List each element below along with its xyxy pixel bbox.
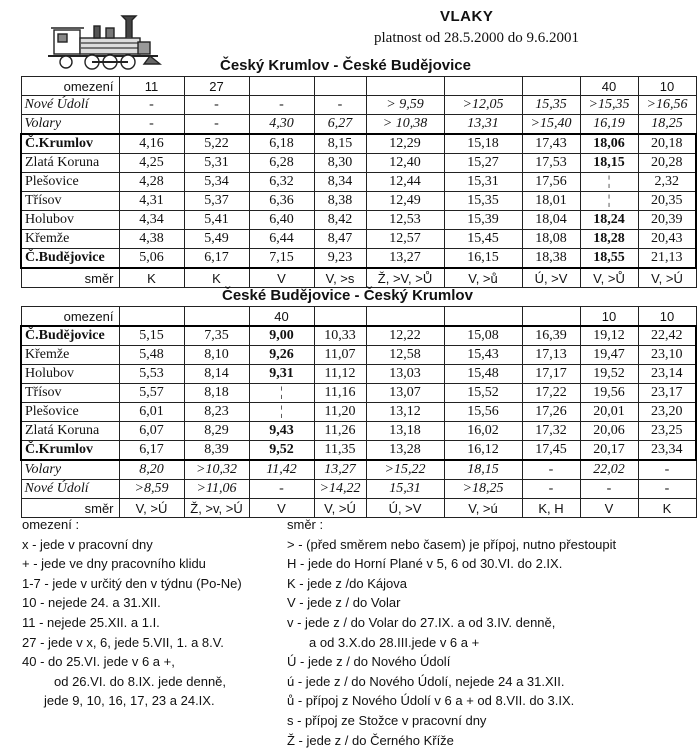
table-cell: V xyxy=(249,268,314,288)
table-cell: 5,53 xyxy=(119,365,184,384)
table-cell: 2,32 xyxy=(638,173,696,192)
table-cell: 12,29 xyxy=(366,134,444,154)
table-cell: V, >Ů xyxy=(580,268,638,288)
table-cell: K xyxy=(184,268,249,288)
table-cell: 8,29 xyxy=(184,422,249,441)
row-label: směr xyxy=(21,499,119,518)
table-cell xyxy=(366,77,444,96)
table-cell: 18,04 xyxy=(522,211,580,230)
table-cell xyxy=(366,307,444,327)
row-label: Č.Budějovice xyxy=(21,249,119,269)
table-cell: 23,10 xyxy=(638,346,696,365)
row-label: Nové Údolí xyxy=(21,480,119,499)
table-cell: 19,52 xyxy=(580,365,638,384)
table-cell: 13,27 xyxy=(366,249,444,269)
table-cell: 8,14 xyxy=(184,365,249,384)
table-cell: 20,39 xyxy=(638,211,696,230)
validity-period: platnost od 28.5.2000 do 9.6.2001 xyxy=(374,30,579,46)
table-cell: >10,32 xyxy=(184,460,249,480)
table-cell: V, >s xyxy=(314,268,366,288)
table-cell: 17,45 xyxy=(522,441,580,461)
row-label: Zlatá Koruna xyxy=(21,154,119,173)
table-cell: V, >Ú xyxy=(638,268,696,288)
page-title: VLAKY xyxy=(440,8,494,25)
table-cell: >18,25 xyxy=(444,480,522,499)
table-cell: 4,25 xyxy=(119,154,184,173)
legend-item: 1-7 - jede v určitý den v týdnu (Po-Ne) xyxy=(22,575,242,591)
table-cell: 8,39 xyxy=(184,441,249,461)
table-cell: 16,02 xyxy=(444,422,522,441)
table-cell: 11 xyxy=(119,77,184,96)
table-cell: 8,42 xyxy=(314,211,366,230)
table-cell: 17,26 xyxy=(522,403,580,422)
table-cell xyxy=(444,307,522,327)
table-cell: 15,08 xyxy=(444,326,522,346)
table-cell: 20,28 xyxy=(638,154,696,173)
table-cell: 17,43 xyxy=(522,134,580,154)
row-label: Volary xyxy=(21,460,119,480)
table-cell: 9,52 xyxy=(249,441,314,461)
table-cell: 5,57 xyxy=(119,384,184,403)
table-cell: ¦ xyxy=(580,192,638,211)
table-cell: 6,17 xyxy=(119,441,184,461)
table-cell: 12,40 xyxy=(366,154,444,173)
legend-item: 27 - jede v x, 6, jede 5.VII, 1. a 8.V. xyxy=(22,634,224,650)
table-cell: 8,38 xyxy=(314,192,366,211)
table-row xyxy=(21,154,696,173)
table-cell: Ú, >V xyxy=(522,268,580,288)
table-cell: > 9,59 xyxy=(366,96,444,115)
table-cell: 9,43 xyxy=(249,422,314,441)
table-cell: 11,20 xyxy=(314,403,366,422)
table-row xyxy=(21,173,696,192)
legend-item: omezení : xyxy=(22,517,80,532)
table-cell: 6,28 xyxy=(249,154,314,173)
table-row xyxy=(21,422,696,441)
table-cell: 20,06 xyxy=(580,422,638,441)
table-cell: 12,22 xyxy=(366,326,444,346)
table-cell: >14,22 xyxy=(314,480,366,499)
table-cell: 12,57 xyxy=(366,230,444,249)
legend-item: v - jede z / do Volar do 27.IX. a od 3.IV. denně, xyxy=(287,614,556,630)
legend-omezeni xyxy=(22,515,242,711)
row-label: Plešovice xyxy=(21,173,119,192)
table-cell: ¦ xyxy=(249,384,314,403)
table-cell: >15,35 xyxy=(580,96,638,115)
table-cell: 6,36 xyxy=(249,192,314,211)
table-row xyxy=(21,441,696,461)
table-cell: 19,47 xyxy=(580,346,638,365)
table-cell: 11,07 xyxy=(314,346,366,365)
table-cell: - xyxy=(184,115,249,135)
legend-item: K - jede z /do Kájova xyxy=(287,575,407,591)
table-cell xyxy=(249,77,314,96)
table-cell: - xyxy=(522,480,580,499)
row-label: Třísov xyxy=(21,192,119,211)
table-cell: 18,01 xyxy=(522,192,580,211)
legend-item: a od 3.X.do 28.III.jede v 6 a + xyxy=(309,634,480,650)
timetable-krumlov-budejovice xyxy=(20,76,697,288)
table-cell: 16,12 xyxy=(444,441,522,461)
table-cell: 8,30 xyxy=(314,154,366,173)
table-cell: - xyxy=(638,480,696,499)
row-label: Plešovice xyxy=(21,403,119,422)
table-cell: Ž, >V, >Ů xyxy=(366,268,444,288)
table-cell: 15,45 xyxy=(444,230,522,249)
row-label: Křemže xyxy=(21,346,119,365)
row-label: Holubov xyxy=(21,211,119,230)
table-cell: 12,44 xyxy=(366,173,444,192)
table-cell: 15,18 xyxy=(444,134,522,154)
table-cell: - xyxy=(249,96,314,115)
table-cell: 13,28 xyxy=(366,441,444,461)
table-cell: 6,18 xyxy=(249,134,314,154)
table-cell: 20,17 xyxy=(580,441,638,461)
table-cell: - xyxy=(580,480,638,499)
table-cell: 18,25 xyxy=(638,115,696,135)
table-row xyxy=(21,192,696,211)
table-cell: 5,37 xyxy=(184,192,249,211)
table-cell: 13,12 xyxy=(366,403,444,422)
table-1-title: Český Krumlov - České Budějovice xyxy=(220,57,471,74)
table-cell: 20,35 xyxy=(638,192,696,211)
table-cell: V, >ů xyxy=(444,268,522,288)
table-cell: >11,06 xyxy=(184,480,249,499)
table-cell: 11,12 xyxy=(314,365,366,384)
table-cell: 13,18 xyxy=(366,422,444,441)
table-cell: 19,12 xyxy=(580,326,638,346)
table-cell: 5,15 xyxy=(119,326,184,346)
row-label: Č.Krumlov xyxy=(21,441,119,461)
table-cell: 23,25 xyxy=(638,422,696,441)
table-cell: 5,22 xyxy=(184,134,249,154)
table-cell: 4,16 xyxy=(119,134,184,154)
table-cell: 11,35 xyxy=(314,441,366,461)
row-label: Třísov xyxy=(21,384,119,403)
table-cell: 23,34 xyxy=(638,441,696,461)
table-cell: >8,59 xyxy=(119,480,184,499)
table-cell: 17,53 xyxy=(522,154,580,173)
table-cell: 13,07 xyxy=(366,384,444,403)
table-cell: 17,13 xyxy=(522,346,580,365)
table-cell: >16,56 xyxy=(638,96,696,115)
legend-item: + - jede ve dny pracovního klidu xyxy=(22,556,206,572)
table-cell xyxy=(522,77,580,96)
table-cell: 5,49 xyxy=(184,230,249,249)
table-cell: - xyxy=(119,115,184,135)
table-cell: K, H xyxy=(522,499,580,518)
table-cell: 4,30 xyxy=(249,115,314,135)
row-label: Nové Údolí xyxy=(21,96,119,115)
legend-item: jede 9, 10, 16, 17, 23 a 24.IX. xyxy=(44,693,215,709)
legend-item: od 26.VI. do 8.IX. jede denně, xyxy=(54,673,227,689)
table-cell: 16,19 xyxy=(580,115,638,135)
table-cell: 8,15 xyxy=(314,134,366,154)
table-cell: ¦ xyxy=(580,173,638,192)
steam-locomotive-icon xyxy=(48,12,176,74)
table-cell: 22,42 xyxy=(638,326,696,346)
table-cell: 13,31 xyxy=(444,115,522,135)
table-row xyxy=(21,346,696,365)
table-cell: 18,08 xyxy=(522,230,580,249)
table-cell: 20,18 xyxy=(638,134,696,154)
table-cell: 21,13 xyxy=(638,249,696,269)
legend-item: x - jede v pracovní dny xyxy=(22,536,153,552)
table-cell xyxy=(314,77,366,96)
table-row xyxy=(21,307,696,327)
table-row xyxy=(21,365,696,384)
table-cell: 9,26 xyxy=(249,346,314,365)
table-cell: 15,35 xyxy=(444,192,522,211)
table-cell: 12,58 xyxy=(366,346,444,365)
table-row xyxy=(21,403,696,422)
table-cell: 40 xyxy=(249,307,314,327)
table-cell: 15,39 xyxy=(444,211,522,230)
table-cell: 15,31 xyxy=(366,480,444,499)
table-cell: V xyxy=(249,499,314,518)
row-label: Holubov xyxy=(21,365,119,384)
table-cell: K xyxy=(638,499,696,518)
legend-item: směr : xyxy=(287,517,324,532)
table-cell: - xyxy=(522,460,580,480)
table-row xyxy=(21,384,696,403)
table-cell: 16,39 xyxy=(522,326,580,346)
table-cell: K xyxy=(119,268,184,288)
legend-item: 11 - nejede 25.XII. a 1.I. xyxy=(22,614,160,630)
legend-item: Ž - jede z / do Černého Kříže xyxy=(287,732,454,748)
table-row xyxy=(21,249,696,269)
table-cell: 7,15 xyxy=(249,249,314,269)
table-cell: Ú, >V xyxy=(366,499,444,518)
table-cell: 4,28 xyxy=(119,173,184,192)
table-cell: - xyxy=(638,460,696,480)
table-cell: Ž, >v, >Ú xyxy=(184,499,249,518)
table-cell: 8,20 xyxy=(119,460,184,480)
legend-item: 10 - nejede 24. a 31.XII. xyxy=(22,595,161,611)
table-cell xyxy=(444,77,522,96)
table-cell: 9,00 xyxy=(249,326,314,346)
table-row xyxy=(21,134,696,154)
table-cell: 8,34 xyxy=(314,173,366,192)
table-row xyxy=(21,211,696,230)
table-cell: >12,05 xyxy=(444,96,522,115)
table-cell xyxy=(184,307,249,327)
table-cell: 18,55 xyxy=(580,249,638,269)
table-cell: 18,15 xyxy=(580,154,638,173)
table-cell: 18,24 xyxy=(580,211,638,230)
table-cell: 8,18 xyxy=(184,384,249,403)
table-cell: 6,44 xyxy=(249,230,314,249)
table-cell: 4,31 xyxy=(119,192,184,211)
table-cell: 12,49 xyxy=(366,192,444,211)
table-row xyxy=(21,460,696,480)
legend-item: ů - přípoj z Nového Údolí v 6 a + od 8.VII. do 3.IX. xyxy=(287,693,575,709)
table-cell: - xyxy=(184,96,249,115)
table-cell: 11,42 xyxy=(249,460,314,480)
table-cell: 13,03 xyxy=(366,365,444,384)
table-cell: 10 xyxy=(580,307,638,327)
table-cell: 18,28 xyxy=(580,230,638,249)
table-cell: 17,22 xyxy=(522,384,580,403)
table-cell: 18,15 xyxy=(444,460,522,480)
table-cell: >15,40 xyxy=(522,115,580,135)
table-cell: 18,06 xyxy=(580,134,638,154)
table-cell: 6,17 xyxy=(184,249,249,269)
table-cell: - xyxy=(119,96,184,115)
table-cell: 15,48 xyxy=(444,365,522,384)
table-cell: 13,27 xyxy=(314,460,366,480)
table-cell: 4,34 xyxy=(119,211,184,230)
table-cell: ¦ xyxy=(249,403,314,422)
legend-item: ú - jede z / do Nového Údolí, nejede 24 a 31.XII. xyxy=(287,673,565,689)
table-row xyxy=(21,230,696,249)
table-cell: 23,17 xyxy=(638,384,696,403)
table-cell: 15,35 xyxy=(522,96,580,115)
table-cell: 23,14 xyxy=(638,365,696,384)
table-row xyxy=(21,268,696,288)
table-cell: >15,22 xyxy=(366,460,444,480)
table-row xyxy=(21,96,696,115)
table-cell: - xyxy=(249,480,314,499)
table-cell: 5,34 xyxy=(184,173,249,192)
table-row xyxy=(21,480,696,499)
table-cell: 8,47 xyxy=(314,230,366,249)
table-cell: 40 xyxy=(580,77,638,96)
legend-item: Ú - jede z / do Nového Údolí xyxy=(287,654,451,670)
table-cell: 6,01 xyxy=(119,403,184,422)
legend-smer xyxy=(287,515,616,750)
row-label: omezení xyxy=(21,77,119,96)
table-cell: 17,56 xyxy=(522,173,580,192)
table-cell: 22,02 xyxy=(580,460,638,480)
row-label: Č.Krumlov xyxy=(21,134,119,154)
legend-item: V - jede z / do Volar xyxy=(287,595,401,611)
table-cell: V, >ú xyxy=(444,499,522,518)
table-cell: 6,32 xyxy=(249,173,314,192)
row-label: Č.Budějovice xyxy=(21,326,119,346)
table-cell: 5,41 xyxy=(184,211,249,230)
table-cell: 5,48 xyxy=(119,346,184,365)
table-cell: 10,33 xyxy=(314,326,366,346)
table-cell: 7,35 xyxy=(184,326,249,346)
table-cell: 15,31 xyxy=(444,173,522,192)
table-cell: 23,20 xyxy=(638,403,696,422)
table-cell: 10 xyxy=(638,307,696,327)
table-2-title: České Budějovice - Český Krumlov xyxy=(222,287,473,304)
table-cell: V xyxy=(580,499,638,518)
table-cell: - xyxy=(314,96,366,115)
row-label: Zlatá Koruna xyxy=(21,422,119,441)
table-cell: 19,56 xyxy=(580,384,638,403)
table-cell: 4,38 xyxy=(119,230,184,249)
table-cell: V, >Ú xyxy=(314,499,366,518)
table-cell: 18,38 xyxy=(522,249,580,269)
row-label: směr xyxy=(21,268,119,288)
table-cell: 15,43 xyxy=(444,346,522,365)
row-label: Volary xyxy=(21,115,119,135)
table-cell: 15,52 xyxy=(444,384,522,403)
table-cell: 20,01 xyxy=(580,403,638,422)
table-cell: 27 xyxy=(184,77,249,96)
table-row xyxy=(21,326,696,346)
table-cell: 15,27 xyxy=(444,154,522,173)
table-cell: > 10,38 xyxy=(366,115,444,135)
row-label: Křemže xyxy=(21,230,119,249)
table-cell: 5,31 xyxy=(184,154,249,173)
table-cell: 8,10 xyxy=(184,346,249,365)
table-cell: 11,26 xyxy=(314,422,366,441)
table-row xyxy=(21,115,696,135)
table-cell: 20,43 xyxy=(638,230,696,249)
row-label: omezení xyxy=(21,307,119,327)
table-cell: 10 xyxy=(638,77,696,96)
table-cell: V, >Ú xyxy=(119,499,184,518)
table-cell: 9,23 xyxy=(314,249,366,269)
table-cell xyxy=(314,307,366,327)
table-cell xyxy=(522,307,580,327)
legend-item: > - (před směrem nebo časem) je přípoj, nutno přestoupit xyxy=(287,536,617,552)
table-cell: 6,07 xyxy=(119,422,184,441)
table-cell: 17,32 xyxy=(522,422,580,441)
table-cell: 9,31 xyxy=(249,365,314,384)
timetable-budejovice-krumlov xyxy=(20,306,697,518)
table-cell: 8,23 xyxy=(184,403,249,422)
table-cell: 15,56 xyxy=(444,403,522,422)
table-cell xyxy=(119,307,184,327)
legend-item: 40 - do 25.VI. jede v 6 a +, xyxy=(22,654,175,670)
table-cell: 11,16 xyxy=(314,384,366,403)
legend-item: s - přípoj ze Stožce v pracovní dny xyxy=(287,712,487,728)
table-cell: 6,40 xyxy=(249,211,314,230)
table-row xyxy=(21,77,696,96)
table-cell: 12,53 xyxy=(366,211,444,230)
legend-item: H - jede do Horní Plané v 5, 6 od 30.VI. do 2.IX. xyxy=(287,556,563,572)
table-cell: 5,06 xyxy=(119,249,184,269)
table-cell: 6,27 xyxy=(314,115,366,135)
table-cell: 16,15 xyxy=(444,249,522,269)
table-cell: 17,17 xyxy=(522,365,580,384)
